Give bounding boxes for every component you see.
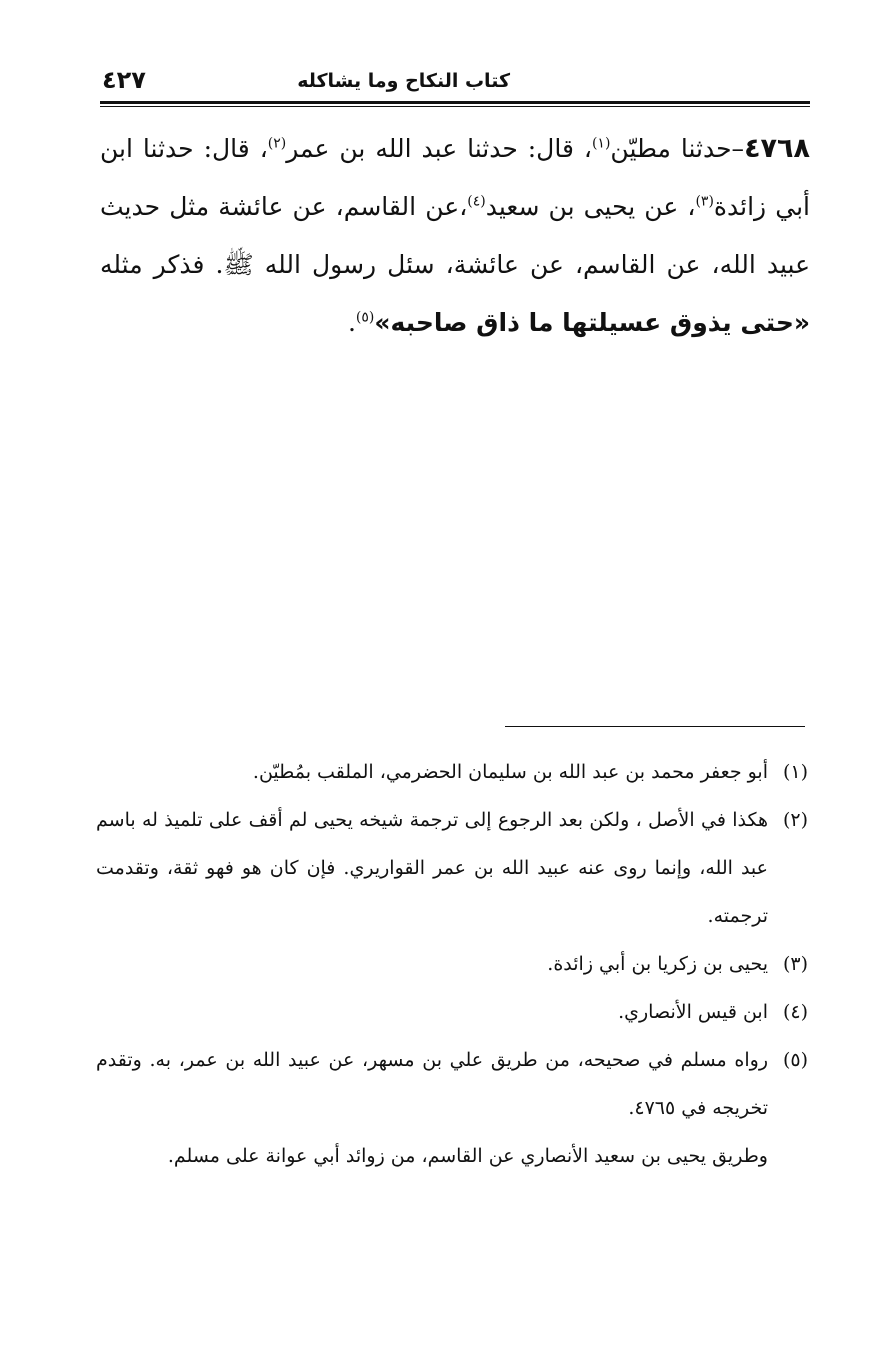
page-number: ٤٢٧	[102, 66, 146, 94]
hadith-segment-3: ، قال: حدثنا ابن أبي زائدة	[100, 134, 810, 221]
header-rule-thick	[100, 101, 810, 104]
footnote-label: (٢)	[782, 809, 808, 831]
hadith-segment-5: ،عن القاسم، عن عائشة مثل حديث عبيد الله، عن القاسم، عن عائشة، سئل رسول الله ﷺ. فذكر مثله	[100, 192, 810, 279]
footnote-ref-2: (٢)	[267, 135, 287, 152]
footnote-3	[96, 940, 808, 988]
footnote-separator	[505, 726, 805, 727]
footnote-text: هكذا في الأصل ، ولكن بعد الرجوع إلى ترجمة شيخه يحيى لم أقف على تلميذ له باسم عبد الله، وإنما روى عنه عبيد الله بن عمر القواريري. فإن كان هو فهو ثقة، وتقدمت ترجمته.	[96, 809, 768, 927]
footnotes-section	[96, 748, 808, 1180]
footnote-2	[96, 796, 808, 940]
running-title: كتاب النكاح وما يشاكله	[297, 70, 510, 92]
footnote-text: رواه مسلم في صحيحه، من طريق علي بن مسهر، عن عبيد الله بن عمر، به. وتقدم تخريجه في ٤٧٦٥.	[96, 1049, 768, 1119]
footnote-ref-4: (٤)	[467, 193, 486, 210]
hadith-quote: «حتى يذوق عسيلتها ما ذاق صاحبه»	[374, 308, 810, 337]
footnote-5	[96, 1036, 808, 1132]
hadith-end: .	[347, 308, 356, 337]
hadith-segment-2: ، قال: حدثنا عبد الله بن عمر	[286, 134, 592, 163]
footnote-label: (٤)	[782, 1001, 808, 1023]
footnote-label: (١)	[782, 761, 808, 783]
footnote-ref-5: (٥)	[355, 309, 375, 326]
hadith-segment-1: –حدثنا مطيّن	[610, 134, 745, 163]
footnote-text: أبو جعفر محمد بن عبد الله بن سليمان الحضرمي، الملقب بمُطيّن.	[252, 761, 768, 783]
hadith-text	[100, 120, 810, 352]
header-rule-thin	[100, 106, 810, 107]
hadith-segment-4: ، عن يحيى بن سعيد	[485, 192, 696, 221]
page-header	[100, 64, 810, 104]
footnote-4	[96, 988, 808, 1036]
footnote-5-continuation: وطريق يحيى بن سعيد الأنصاري عن القاسم، من زوائد أبي عوانة على مسلم.	[167, 1145, 768, 1167]
footnote-text: ابن قيس الأنصاري.	[618, 1001, 768, 1023]
footnote-ref-1: (١)	[591, 135, 611, 152]
footnote-ref-3: (٣)	[695, 193, 714, 210]
footnote-label: (٣)	[782, 953, 808, 975]
footnote-label: (٥)	[782, 1049, 808, 1071]
footnote-text: يحيى بن زكريا بن أبي زائدة.	[547, 953, 768, 975]
hadith-number: ٤٧٦٨	[744, 133, 810, 164]
footnote-1	[96, 748, 808, 796]
